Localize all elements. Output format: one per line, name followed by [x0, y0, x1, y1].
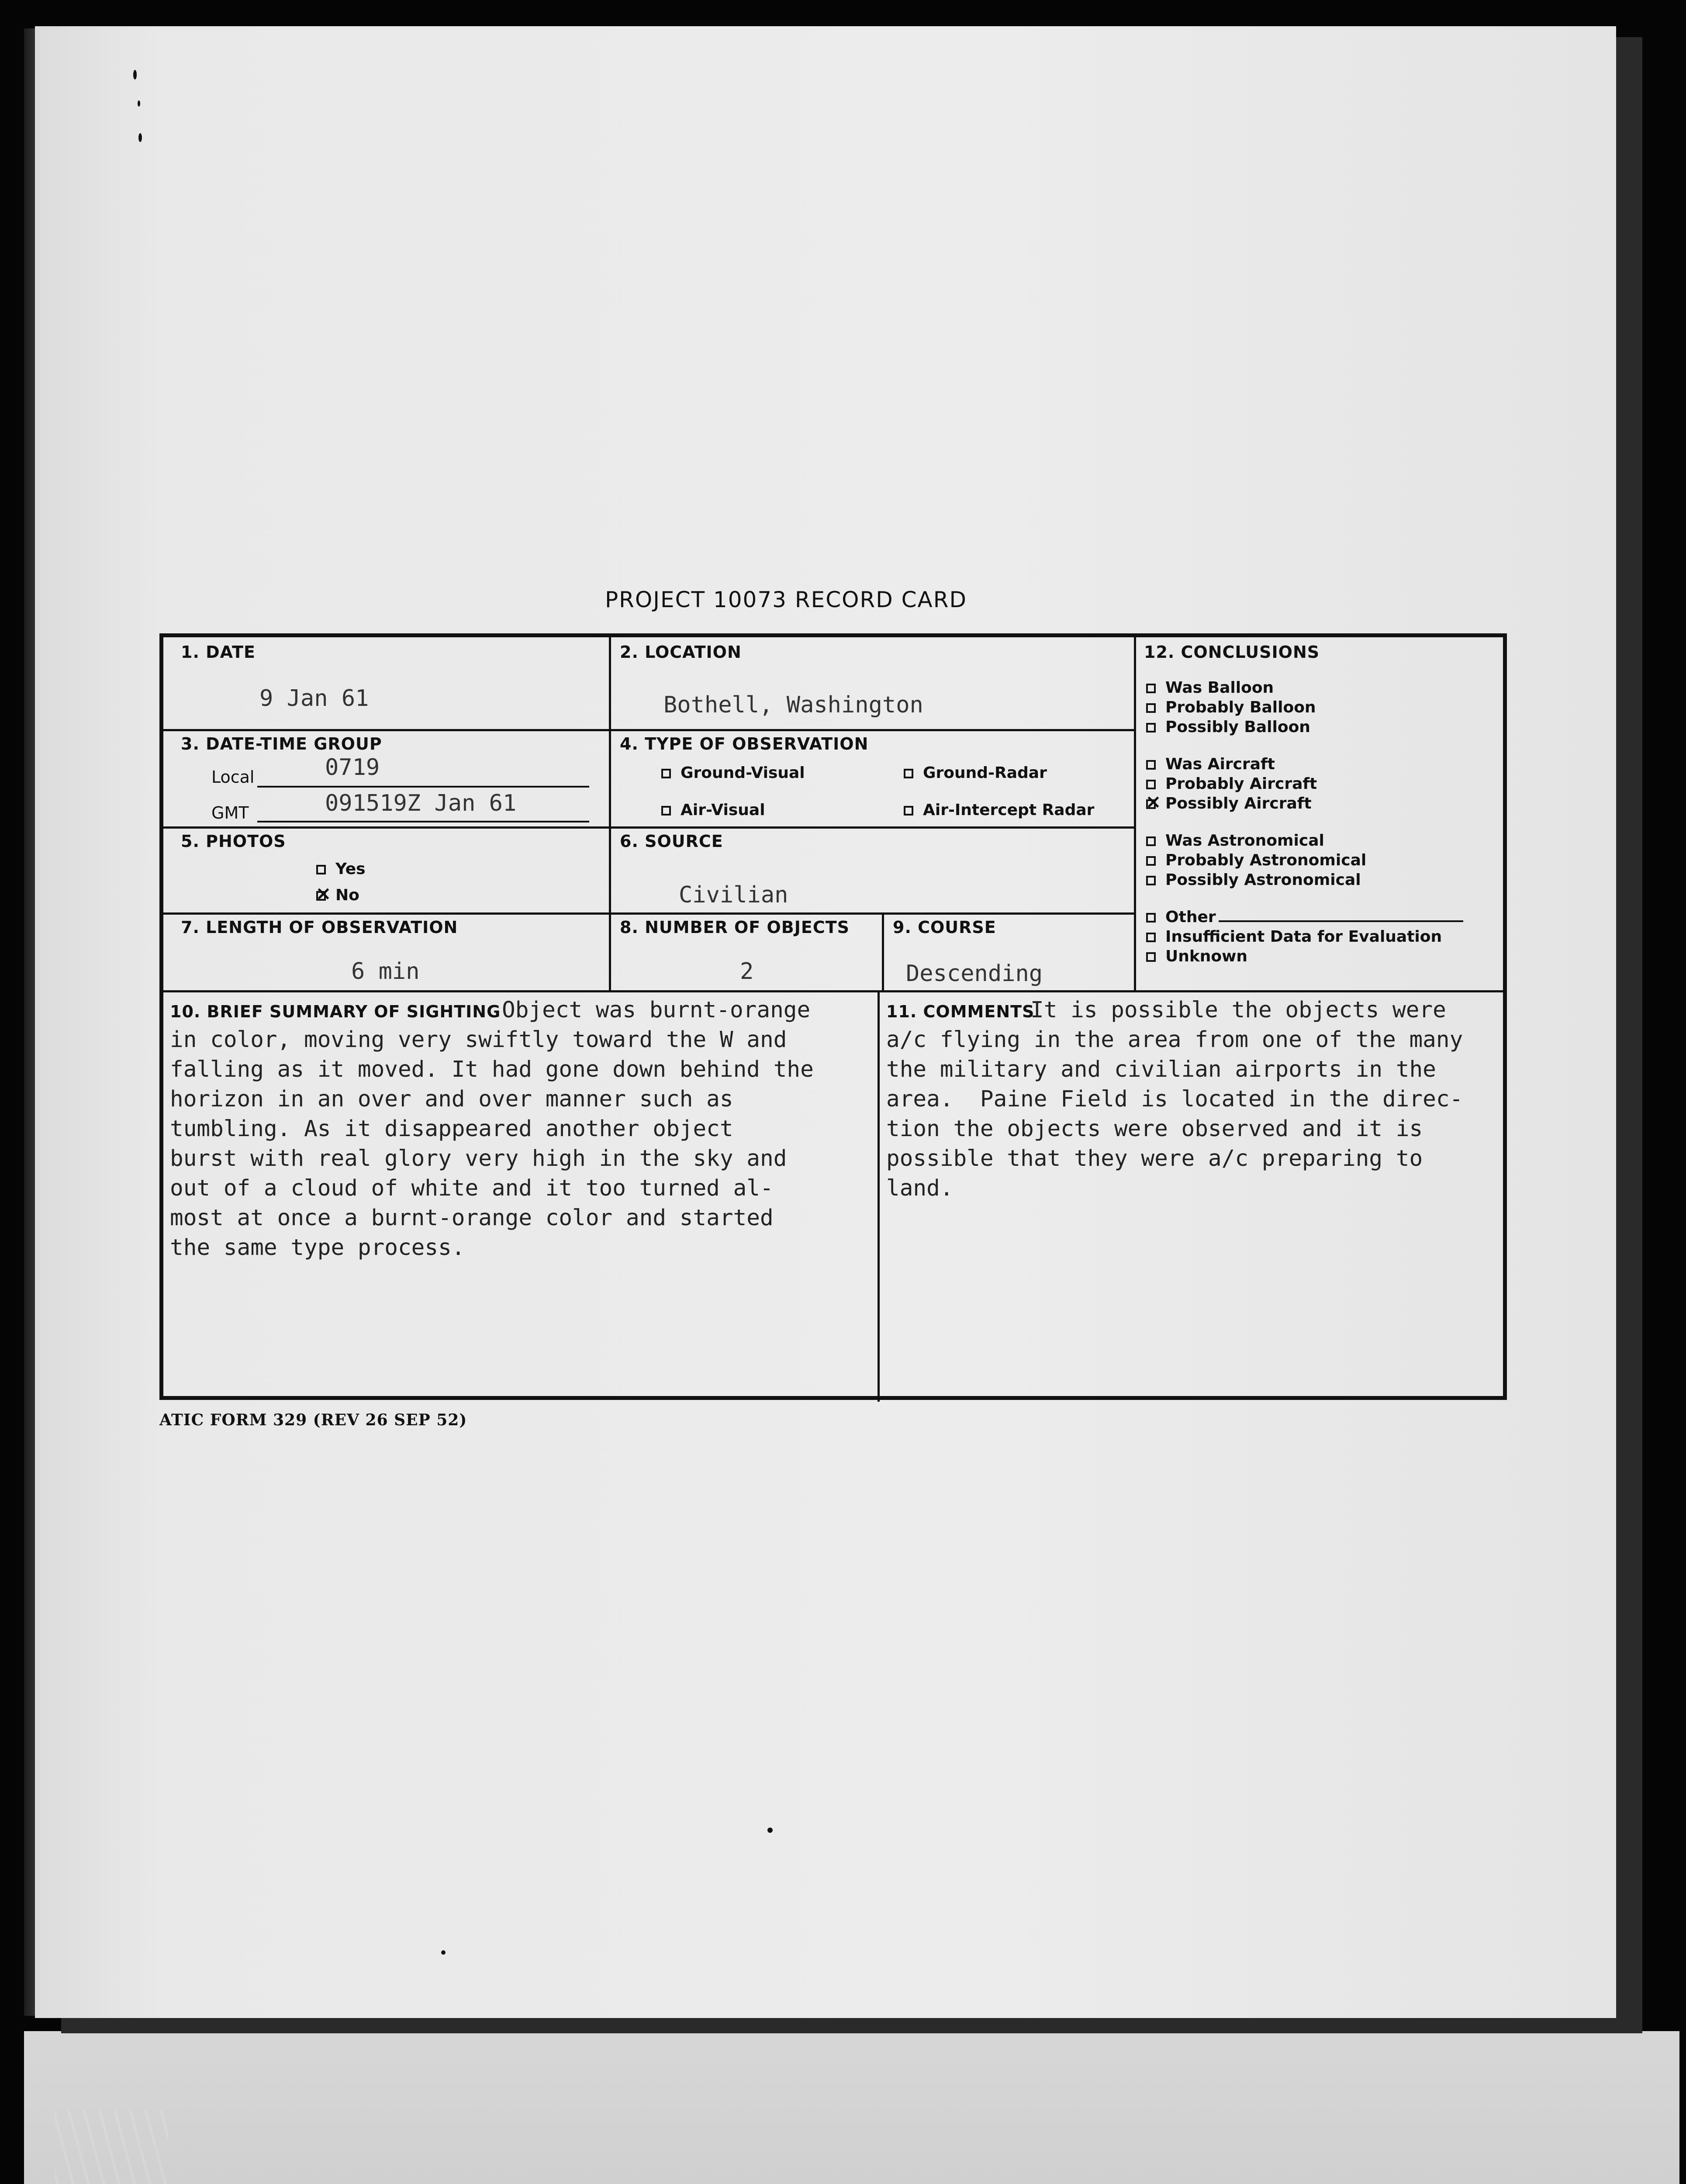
summary-text	[170, 995, 873, 1389]
checkbox-icon	[1146, 723, 1156, 733]
obs-air-visual: Air-Visual	[661, 801, 765, 819]
summary-label: 10. BRIEF SUMMARY OF SIGHTING	[170, 1002, 501, 1021]
checkbox-icon	[316, 865, 326, 874]
gmt-value: 091519Z Jan 61	[325, 790, 517, 816]
text-line: the same type process.	[170, 1235, 465, 1261]
dust-speck	[138, 100, 140, 107]
length-label: 7. LENGTH OF OBSERVATION	[181, 918, 458, 937]
conclusion-item	[1146, 851, 1366, 869]
photos-no: ×No	[316, 886, 359, 904]
checkbox-icon	[1146, 684, 1156, 693]
film-bottom-margin	[24, 2031, 1679, 2184]
grid-rule	[163, 990, 1506, 992]
conclusion-item	[1146, 718, 1310, 736]
date-value: 9 Jan 61	[259, 685, 369, 712]
checkbox-checked-icon	[316, 891, 326, 901]
conclusion-label: Possibly Aircraft	[1165, 795, 1312, 812]
text-line: It is possible the objects were	[1030, 997, 1446, 1023]
type-of-observation-label: 4. TYPE OF OBSERVATION	[620, 734, 869, 753]
text-line: area. Paine Field is located in the direc-	[886, 1086, 1463, 1112]
text-line: in color, moving very swiftly toward the W and	[170, 1027, 787, 1053]
photos-label: 5. PHOTOS	[181, 832, 286, 851]
conclusion-item	[1146, 908, 1463, 926]
text-line: falling as it moved. It had gone down behind the	[170, 1057, 814, 1082]
local-value: 0719	[325, 754, 380, 781]
conclusion-label: Possibly Balloon	[1165, 718, 1310, 736]
checkbox-icon	[904, 769, 913, 778]
text-line: most at once a burnt-orange color and started	[170, 1205, 774, 1231]
grid-rule	[882, 912, 884, 991]
checkbox-icon	[1146, 780, 1156, 789]
gmt-underline	[257, 821, 589, 822]
text-line: Object was burnt-orange	[502, 997, 811, 1023]
grid-rule	[1134, 637, 1136, 991]
checkbox-icon	[1146, 856, 1156, 866]
checkbox-icon	[1146, 876, 1156, 885]
source-value: Civilian	[679, 882, 788, 908]
grid-rule	[163, 912, 1134, 915]
film-scratches	[55, 2110, 168, 2184]
dust-speck	[767, 1828, 773, 1833]
checkbox-icon	[661, 769, 671, 778]
text-line: possible that they were a/c preparing to	[886, 1146, 1423, 1171]
conclusion-label: Probably Aircraft	[1165, 775, 1317, 793]
obs-air-intercept-radar: Air-Intercept Radar	[904, 801, 1094, 819]
photos-yes: Yes	[316, 860, 366, 878]
conclusion-item	[1146, 871, 1361, 889]
number-of-objects-label: 8. NUMBER OF OBJECTS	[620, 918, 850, 937]
gmt-label: GMT	[211, 803, 249, 822]
text-line: burst with real glory very high in the sky and	[170, 1146, 787, 1171]
number-of-objects-value: 2	[740, 958, 754, 985]
record-card	[35, 26, 1616, 2018]
conclusion-item	[1146, 775, 1317, 793]
conclusion-label: Was Astronomical	[1165, 832, 1324, 850]
text-line: horizon in an over and over manner such as	[170, 1086, 733, 1112]
obs-ground-radar: Ground-Radar	[904, 764, 1047, 782]
conclusion-label: Was Aircraft	[1165, 755, 1275, 773]
checkbox-icon	[1146, 952, 1156, 962]
conclusions-label: 12. CONCLUSIONS	[1144, 643, 1320, 662]
other-underline	[1219, 920, 1463, 922]
grid-rule	[163, 826, 1134, 829]
conclusions-list	[1146, 679, 1504, 985]
course-value: Descending	[906, 961, 1043, 987]
length-value: 6 min	[351, 958, 420, 985]
checkbox-icon	[1146, 913, 1156, 923]
text-line: tion the objects were observed and it is	[886, 1116, 1423, 1142]
dust-speck	[441, 1950, 446, 1955]
conclusion-label: Probably Balloon	[1165, 698, 1316, 716]
form-grid	[159, 633, 1507, 1400]
conclusion-item	[1146, 679, 1274, 697]
text-line: a/c flying in the area from one of the many	[886, 1027, 1463, 1053]
checkbox-icon	[1146, 933, 1156, 942]
location-value: Bothell, Washington	[663, 692, 923, 718]
local-label: Local	[211, 767, 255, 787]
dtg-label: 3. DATE-TIME GROUP	[181, 734, 382, 753]
grid-rule	[609, 637, 611, 991]
checkbox-icon	[661, 806, 671, 816]
comments-label: 11. COMMENTS	[886, 1002, 1035, 1021]
source-label: 6. SOURCE	[620, 832, 723, 851]
location-label: 2. LOCATION	[620, 643, 742, 662]
conclusion-item	[1146, 755, 1275, 773]
grid-rule	[163, 729, 1134, 731]
form-number: ATIC FORM 329 (REV 26 SEP 52)	[159, 1411, 467, 1429]
card-title: PROJECT 10073 RECORD CARD	[605, 587, 967, 612]
conclusion-item	[1146, 795, 1312, 812]
conclusion-label: Other	[1165, 908, 1216, 926]
checkbox-icon	[1146, 703, 1156, 713]
conclusion-label: Was Balloon	[1165, 679, 1274, 697]
text-line: the military and civilian airports in the	[886, 1057, 1436, 1082]
comments-text	[886, 995, 1498, 1389]
dust-speck	[133, 70, 137, 79]
text-line: out of a cloud of white and it too turned al-	[170, 1175, 774, 1201]
checkbox-icon	[904, 806, 913, 816]
local-underline	[257, 786, 589, 788]
conclusion-item	[1146, 832, 1324, 850]
text-line: land.	[886, 1175, 954, 1201]
dust-speck	[138, 133, 142, 142]
obs-ground-visual: Ground-Visual	[661, 764, 805, 782]
course-label: 9. COURSE	[893, 918, 996, 937]
conclusion-label: Probably Astronomical	[1165, 851, 1367, 869]
conclusion-item	[1146, 947, 1247, 965]
conclusion-item	[1146, 698, 1316, 716]
conclusion-item	[1146, 928, 1442, 946]
date-label: 1. DATE	[181, 643, 256, 662]
text-line: tumbling. As it disappeared another object	[170, 1116, 733, 1142]
conclusion-label: Possibly Astronomical	[1165, 871, 1361, 889]
checkbox-icon	[1146, 760, 1156, 770]
grid-rule	[878, 991, 880, 1402]
checkbox-icon	[1146, 836, 1156, 846]
checkbox-checked-icon	[1146, 799, 1156, 809]
conclusion-label: Insufficient Data for Evaluation	[1165, 928, 1442, 946]
conclusion-label: Unknown	[1165, 947, 1248, 965]
